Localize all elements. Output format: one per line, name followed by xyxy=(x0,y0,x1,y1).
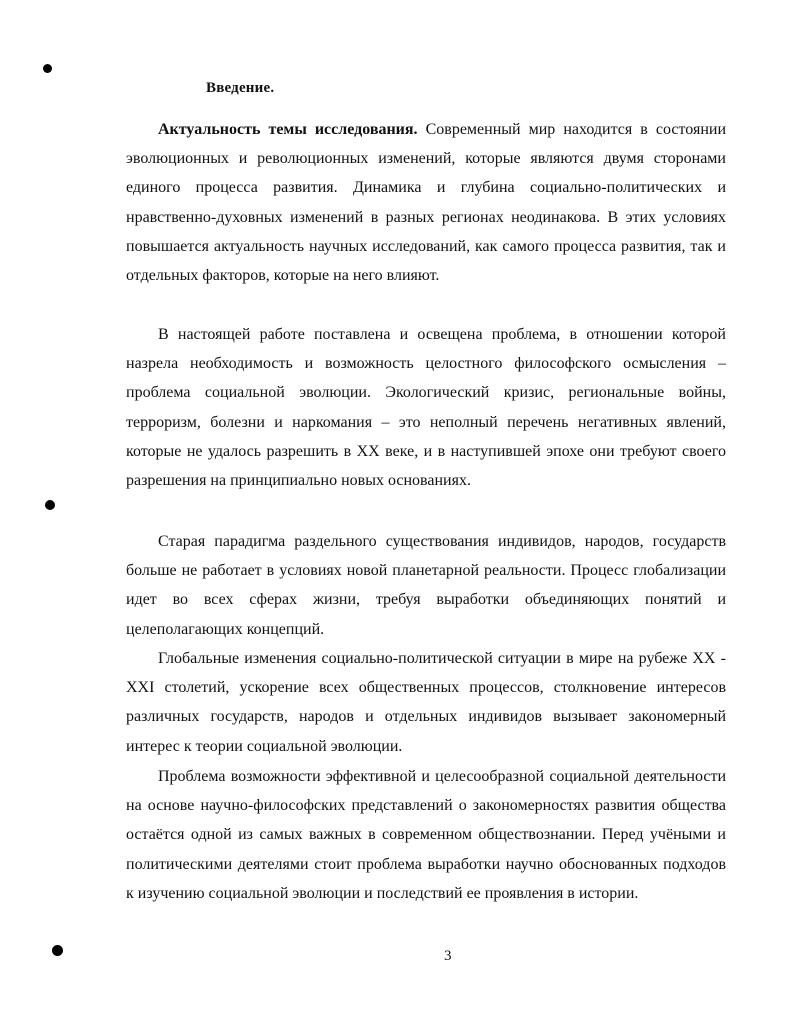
section-heading: Введение. xyxy=(206,80,275,96)
paragraph: Глобальные изменения социально-политической ситуации в мире на рубеже XX - XXI столетий, ускорение всех общественных процессов, столкновение интересов различных государств, народов и отдельных индивидов вызывает закономерный интерес к теории социальной эволюции. xyxy=(126,650,726,755)
paragraph-text: Современный мир находится в состоянии эволюционных и революционных изменений, которые являются двумя сторонами единого процесса развития. Динамика и глубина социально-политических и нравственно-духовных изменений в разных регионах неодинакова. В этих условиях повышается актуальность научных исследований, как самого процесса развития, так и отдельных факторов, которые на него влияют. xyxy=(126,121,727,285)
paragraph: Проблема возможности эффективной и целесообразной социальной деятельности на основе научно-философских представлений о закономерностях развития общества остаётся одной из самых важных в современном обществознании. Перед учёными и политическими деятелями стоит проблема выработки научно обоснованных подходов к изучению социальной эволюции и последствий ее проявления в истории. xyxy=(126,768,726,902)
binding-hole-mark xyxy=(52,945,63,956)
paragraph-lead: Актуальность темы исследования. xyxy=(158,121,418,138)
paragraph: В настоящей работе поставлена и освещена проблема, в отношении которой назрела необходимость и возможность целостного философского осмысления – проблема социальной эволюции. Экологический кризис, региональные войны, терроризм, болезни и наркомания – это неполный перечень негативных явлений, которые не удалось разрешить в XX веке, и в наступившей эпохе они требуют своего разрешения на принципиально новых основаниях. xyxy=(126,326,726,490)
paragraph: Старая парадигма раздельного существования индивидов, народов, государств больше не работает в условиях новой планетарной реальности. Процесс глобализации идет во всех сферах жизни, требуя выработки объединяющих понятий и целеполагающих концепций. xyxy=(126,533,726,638)
paragraph-relevance xyxy=(126,115,726,290)
binding-hole-mark xyxy=(43,64,52,73)
page-number: 3 xyxy=(444,948,452,964)
binding-hole-mark xyxy=(45,500,55,510)
